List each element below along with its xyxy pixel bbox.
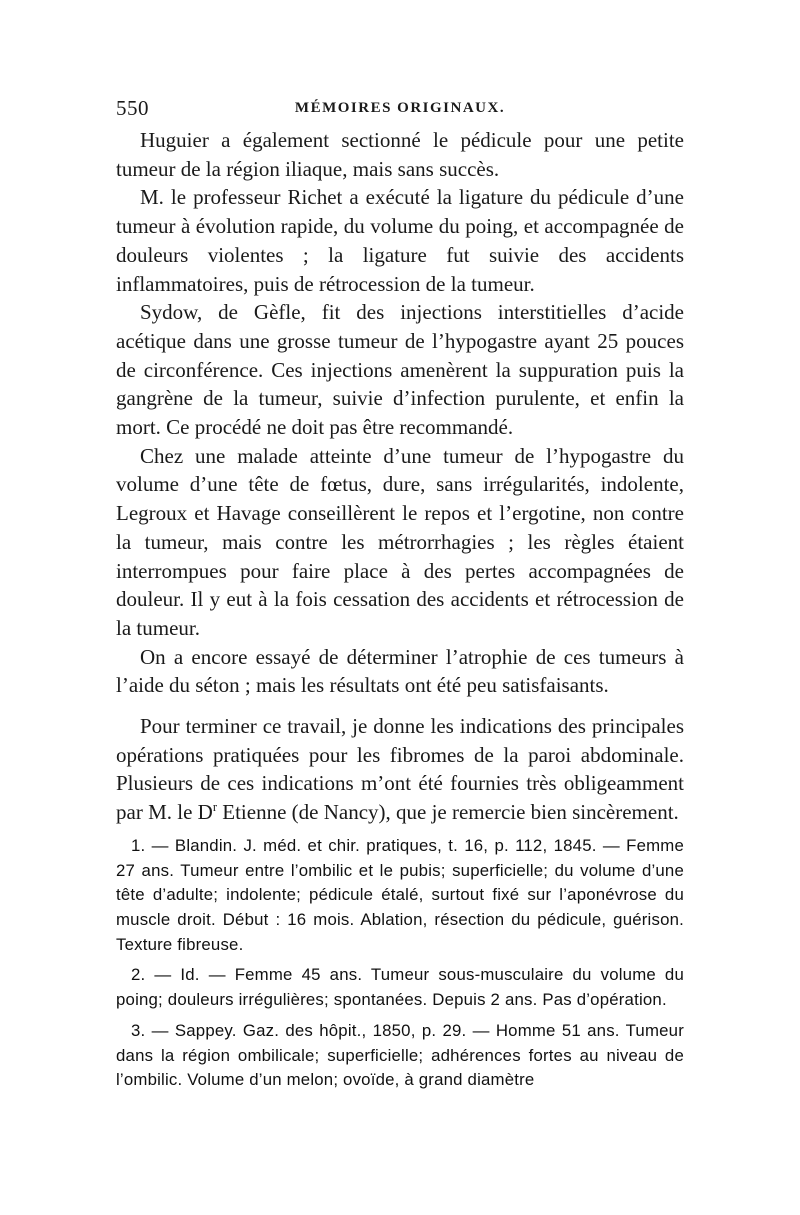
section-gap — [116, 700, 684, 712]
running-title: MÉMOIRES ORIGINAUX. — [294, 100, 506, 116]
conclusion-text-end: Etienne (de Nancy), que je remercie bien sincèrement. — [217, 800, 679, 825]
reference-entry-3: 3. — Sappey. Gaz. des hôpit., 1850, p. 29. — Homme 51 ans. Tumeur dans la région ombilicale; superficielle; adhérences fortes au niveau de l’ombilic. Volume d’un melon; ovoïde, à grand diamètre — [116, 1020, 684, 1090]
conclusion-text: Pour terminer ce travail, je donne les indications des principales opérations pratiquées pour les fibromes de la paroi abdominale. Plusieurs de ces indications m’ont été fournies très obligeamment par M. le D — [116, 714, 684, 825]
body-text — [116, 126, 684, 827]
case-references — [116, 834, 684, 1093]
paragraph-seton: On a encore essayé de déterminer l’atrophie de ces tumeurs à l’aide du séton ; mais les résultats ont été peu satisfaisants. — [116, 644, 684, 698]
document-page — [116, 92, 684, 1099]
paragraph-legroux: Chez une malade atteinte d’une tumeur de l’hypogastre du volume d’une tête de fœtus, dure, sans irrégularités, indolente, Legroux et Havage conseillèrent le repos et l’ergotine, non contre la tumeur, mais contre les métrorrhagies ; les règles étaient interrompues pour faire place à des pertes accompagnées de douleur. Il y eut à la fois cessation des accidents et rétrocession de la tumeur. — [116, 443, 684, 640]
page-header — [116, 92, 684, 126]
reference-entry-2: 2. — Id. — Femme 45 ans. Tumeur sous-musculaire du volume du poing; douleurs irrégulières; spontanées. Depuis 2 ans. Pas d’opération. — [116, 965, 684, 1010]
page-number: 550 — [116, 96, 149, 120]
paragraph-huguier: Huguier a également sectionné le pédicule pour une petite tumeur de la région iliaque, mais sans succès. — [116, 128, 684, 181]
reference-entry-1: 1. — Blandin. J. méd. et chir. pratiques, t. 16, p. 112, 1845. — Femme 27 ans. Tumeur entre l’ombilic et le pubis; superficielle; du volume d’une tête d’adulte; indolente; pédicule étalé, surtout fixé sur l’aponévrose du muscle droit. Début : 16 mois. Ablation, résection du pédicule, guérison. Texture fibreuse. — [116, 835, 684, 954]
paragraph-richet: M. le professeur Richet a exécuté la ligature du pédicule d’une tumeur à évolution rapide, du volume du poing, et accompagnée de douleurs violentes ; la ligature fut suivie des accidents inflammatoires, puis de rétrocession de la tumeur. — [116, 185, 684, 296]
paragraph-conclusion — [116, 712, 684, 827]
doctor-superscript: r — [212, 800, 218, 815]
paragraph-sydow: Sydow, de Gèfle, fit des injections interstitielles d’acide acétique dans une grosse tumeur de l’hypogastre ayant 25 pouces de circonférence. Ces injections amenèrent la suppuration puis la gangrène de la tumeur, suivie d’infection purulente, et enfin la mort. Ce procédé ne doit pas être recommandé. — [116, 300, 684, 440]
